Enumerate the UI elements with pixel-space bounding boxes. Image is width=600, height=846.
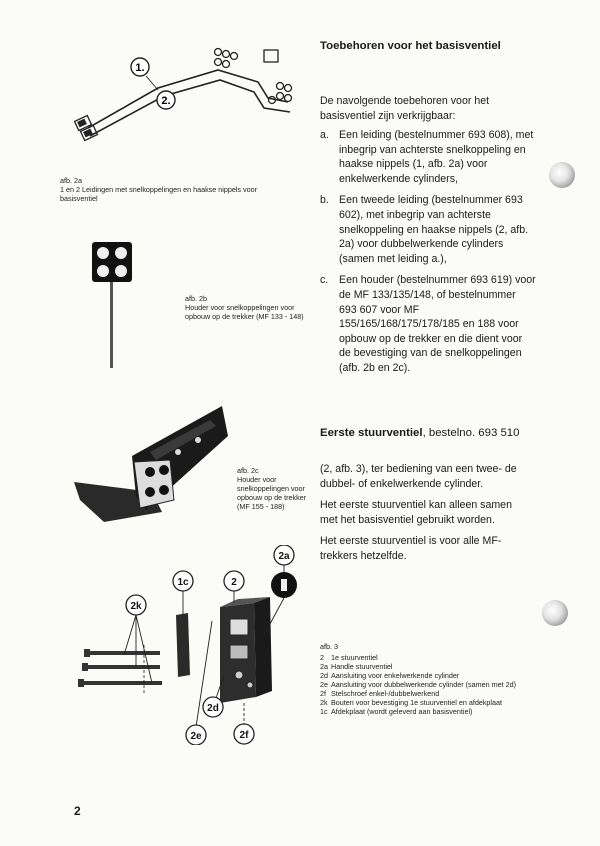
legend-row xyxy=(320,662,545,671)
list-item xyxy=(320,273,536,375)
figure-2c-caption: Houder voor snelkoppelingen voor opbouw op de trekker (MF 155 - 188) xyxy=(237,475,307,511)
list-item-label: c. xyxy=(320,274,329,287)
section2-body xyxy=(320,462,532,564)
section1-heading: Toebehoren voor het basisventiel xyxy=(320,40,501,52)
figure-3-title: afb. 3 xyxy=(320,642,338,651)
legend-key: 2f xyxy=(320,689,326,698)
legend-row xyxy=(320,671,545,680)
section2-heading xyxy=(320,427,550,439)
figure-2a-caption-block xyxy=(60,176,280,203)
figure-3-callout-2d: 2d xyxy=(207,703,219,714)
legend-key: 2d xyxy=(320,671,328,680)
legend-row xyxy=(320,707,545,716)
figure-2b-title: afb. 2b xyxy=(185,294,207,303)
figure-2b-caption-block xyxy=(185,294,315,321)
legend-row xyxy=(320,653,545,662)
figure-2c-drawing xyxy=(70,400,230,530)
section2-paragraph: Het eerste stuurventiel is voor alle MF- trekkers hetzelfde. xyxy=(320,535,502,562)
section2-paragraph: (2, afb. 3), ter bediening van een twee- de dubbel- of enkelwerkende cylinder. xyxy=(320,463,517,490)
list-item-label: b. xyxy=(320,194,329,207)
figure-2a-caption: 1 en 2 Leidingen met snelkoppelingen en haakse nippels voor basisventiel xyxy=(60,185,257,203)
section2-paragraph: Het eerste stuurventiel kan alleen samen met het basisventiel gebruikt worden. xyxy=(320,499,512,526)
figure-2a-title: afb. 2a xyxy=(60,176,82,185)
figure-3-callout-2: 2 xyxy=(231,577,237,588)
figure-3-legend xyxy=(320,642,545,716)
list-item-text: Een houder (bestelnummer 693 619) voor de MF 133/135/148, of bestelnummer 693 607 voor MF 155/165/168/175/178/185 en 188 voor opbouw op de trekker en die dient voor de bevestiging van de snelkoppelingen (afb. 2b en 2c). xyxy=(339,274,536,374)
figure-3-drawing xyxy=(74,545,314,745)
section1-intro: De navolgende toebehoren voor het basisventiel zijn verkrijgbaar: xyxy=(320,95,490,122)
punch-hole-bottom xyxy=(542,600,568,626)
figure-2a-callout-1: 1. xyxy=(135,62,145,74)
legend-text: Aansluiting voor dubbelwerkende cylinder (samen met 2d) xyxy=(331,680,516,689)
legend-key: 2a xyxy=(320,662,328,671)
legend-key: 2k xyxy=(320,698,328,707)
legend-text: Bouten voor bevestiging 1e stuurventiel en afdekplaat xyxy=(331,698,503,707)
list-item-text: Een tweede leiding (bestelnummer 693 602), met inbegrip van achterste snelkoppeling en haakse nippels (2, afb. 2a) voor dubbelwerkende cylinders (samen met leiding a.), xyxy=(339,194,529,265)
legend-row xyxy=(320,680,545,689)
figure-2b-drawing xyxy=(88,240,138,370)
accessory-list xyxy=(320,128,536,383)
legend-text: Handle stuurventiel xyxy=(331,662,393,671)
figure-3-callout-2f: 2f xyxy=(239,730,249,741)
legend-key: 2e xyxy=(320,680,328,689)
figure-2c-caption-block xyxy=(237,466,317,511)
figure-3-callout-2k: 2k xyxy=(130,601,142,612)
legend-row xyxy=(320,689,545,698)
page-number: 2 xyxy=(74,804,81,818)
legend-text: Aansluiting voor enkelwerkende cylinder xyxy=(331,671,460,680)
figure-2c-title: afb. 2c xyxy=(237,466,259,475)
list-item xyxy=(320,128,536,186)
figure-3-callout-2a: 2a xyxy=(278,551,290,562)
figure-2a-drawing xyxy=(68,40,308,160)
legend-text: Afdekplaat (wordt geleverd aan basisventiel) xyxy=(331,707,473,716)
legend-text: Stelschroef enkel-/dubbelwerkend xyxy=(331,689,440,698)
figure-2a-callout-2: 2. xyxy=(161,95,171,107)
legend-row xyxy=(320,698,545,707)
legend-key: 1c xyxy=(320,707,328,716)
list-item-label: a. xyxy=(320,129,329,141)
figure-2b-caption: Houder voor snelkoppelingen voor opbouw op de trekker (MF 133 - 148) xyxy=(185,303,304,321)
figure-3-callout-2e: 2e xyxy=(190,731,202,742)
section2-heading-bold: Eerste stuurventiel xyxy=(320,427,423,439)
list-item-text: Een leiding (bestelnummer 693 608), met inbegrip van achterste snelkoppeling en haakse nippels (1, afb. 2a) voor enkelwerkende cylinders, xyxy=(339,129,534,185)
section2-heading-rest: , bestelno. 693 510 xyxy=(422,427,520,439)
figure-3-callout-1c: 1c xyxy=(177,577,189,588)
punch-hole-top xyxy=(549,162,575,188)
list-item xyxy=(320,193,536,266)
legend-key: 2 xyxy=(320,653,324,662)
legend-text: 1e stuurventiel xyxy=(331,653,378,662)
